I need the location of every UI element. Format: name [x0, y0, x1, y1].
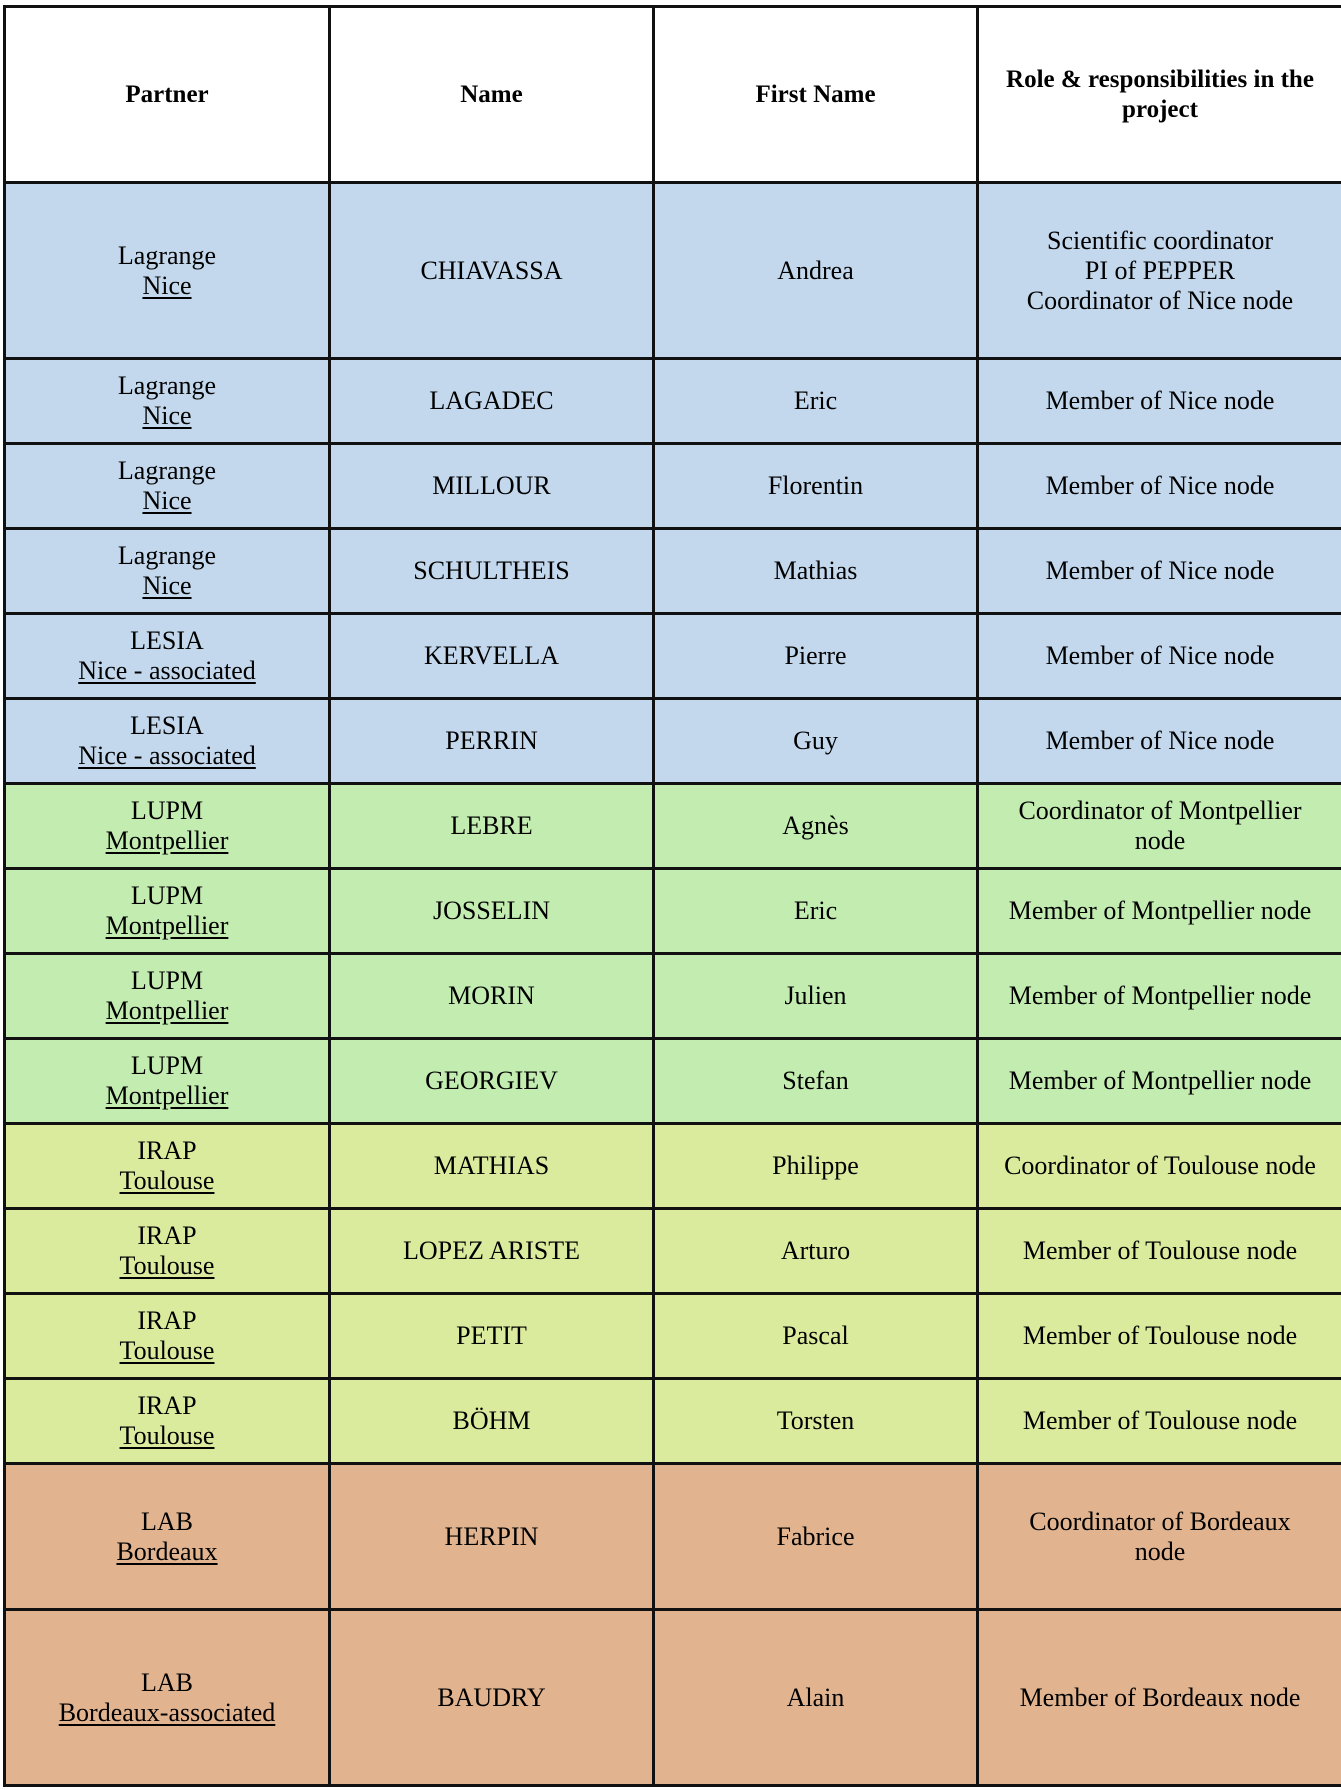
table-row — [5, 699, 1341, 784]
lab-label: IRAP — [137, 1136, 197, 1165]
table-row — [5, 183, 1341, 359]
first-name-cell: Guy — [654, 699, 978, 784]
node-label: Montpellier — [105, 826, 229, 855]
name-cell: PERRIN — [330, 699, 654, 784]
node-label: Nice - associated — [78, 741, 256, 770]
table-row — [5, 614, 1341, 699]
lab-label: IRAP — [137, 1221, 197, 1250]
partner-cell — [5, 1039, 330, 1124]
node-label: Nice — [142, 486, 192, 515]
first-name-cell: Philippe — [654, 1124, 978, 1209]
table-row — [5, 869, 1341, 954]
role-cell: Coordinator of Bordeaux node — [978, 1464, 1341, 1610]
partner-cell — [5, 183, 330, 359]
node-label: Montpellier — [105, 996, 229, 1025]
header-partner: Partner — [5, 7, 330, 183]
header-first-name: First Name — [654, 7, 978, 183]
node-label: Montpellier — [105, 1081, 229, 1110]
role-cell: Member of Montpellier node — [978, 954, 1341, 1039]
table-row — [5, 1464, 1341, 1610]
lab-label: LAB — [141, 1506, 193, 1536]
role-cell: Member of Bordeaux node — [978, 1610, 1341, 1786]
name-cell: KERVELLA — [330, 614, 654, 699]
name-cell: JOSSELIN — [330, 869, 654, 954]
name-cell: MATHIAS — [330, 1124, 654, 1209]
partner-cell — [5, 1610, 330, 1786]
lab-label: LUPM — [130, 881, 204, 910]
lab-label: Lagrange — [117, 371, 217, 400]
table-row — [5, 1039, 1341, 1124]
table-row — [5, 1124, 1341, 1209]
node-label: Nice — [142, 270, 192, 300]
role-cell: Coordinator of Montpellier node — [978, 784, 1341, 869]
node-label: Bordeaux-associated — [58, 1697, 276, 1727]
lab-label: LAB — [141, 1667, 193, 1697]
first-name-cell: Mathias — [654, 529, 978, 614]
partner-cell — [5, 869, 330, 954]
table-row — [5, 954, 1341, 1039]
first-name-cell: Agnès — [654, 784, 978, 869]
partners-table — [3, 5, 1341, 1787]
first-name-cell: Pierre — [654, 614, 978, 699]
first-name-cell: Fabrice — [654, 1464, 978, 1610]
table-row — [5, 444, 1341, 529]
partner-cell — [5, 614, 330, 699]
role-cell: Member of Nice node — [978, 444, 1341, 529]
header-row — [5, 7, 1341, 183]
role-line: Scientific coordinator — [1047, 225, 1273, 255]
first-name-cell: Florentin — [654, 444, 978, 529]
name-cell: LOPEZ ARISTE — [330, 1209, 654, 1294]
node-label: Toulouse — [119, 1336, 215, 1365]
first-name-cell: Pascal — [654, 1294, 978, 1379]
lab-label: LUPM — [130, 966, 204, 995]
partner-cell — [5, 699, 330, 784]
table-row — [5, 1610, 1341, 1786]
table-row — [5, 1209, 1341, 1294]
partner-cell — [5, 529, 330, 614]
first-name-cell: Arturo — [654, 1209, 978, 1294]
node-label: Nice — [142, 571, 192, 600]
role-cell: Member of Nice node — [978, 614, 1341, 699]
table-row — [5, 1294, 1341, 1379]
lab-label: LESIA — [130, 626, 204, 655]
role-cell: Member of Toulouse node — [978, 1209, 1341, 1294]
partner-cell — [5, 1379, 330, 1464]
role-line: PI of PEPPER — [1084, 255, 1236, 285]
name-cell: SCHULTHEIS — [330, 529, 654, 614]
role-cell: Member of Montpellier node — [978, 869, 1341, 954]
lab-label: Lagrange — [117, 240, 217, 270]
first-name-cell: Andrea — [654, 183, 978, 359]
node-label: Bordeaux — [116, 1536, 218, 1566]
partner-cell — [5, 1294, 330, 1379]
first-name-cell: Alain — [654, 1610, 978, 1786]
lab-label: IRAP — [137, 1391, 197, 1420]
header-role: Role & responsibilities in the project — [978, 7, 1341, 183]
lab-label: LUPM — [130, 796, 204, 825]
role-cell: Coordinator of Toulouse node — [978, 1124, 1341, 1209]
first-name-cell: Torsten — [654, 1379, 978, 1464]
node-label: Nice - associated — [78, 656, 256, 685]
role-cell — [978, 183, 1341, 359]
node-label: Montpellier — [105, 911, 229, 940]
node-label: Toulouse — [119, 1166, 215, 1195]
lab-label: LESIA — [130, 711, 204, 740]
role-cell: Member of Montpellier node — [978, 1039, 1341, 1124]
name-cell: LEBRE — [330, 784, 654, 869]
partner-cell — [5, 954, 330, 1039]
first-name-cell: Eric — [654, 869, 978, 954]
role-line: Coordinator of Nice node — [1026, 285, 1294, 315]
partner-cell — [5, 1464, 330, 1610]
role-cell: Member of Nice node — [978, 359, 1341, 444]
name-cell: LAGADEC — [330, 359, 654, 444]
first-name-cell: Stefan — [654, 1039, 978, 1124]
table-row — [5, 529, 1341, 614]
name-cell: BÖHM — [330, 1379, 654, 1464]
role-cell: Member of Nice node — [978, 529, 1341, 614]
role-cell: Member of Toulouse node — [978, 1379, 1341, 1464]
partner-cell — [5, 359, 330, 444]
lab-label: LUPM — [130, 1051, 204, 1080]
name-cell: HERPIN — [330, 1464, 654, 1610]
node-label: Toulouse — [119, 1251, 215, 1280]
lab-label: Lagrange — [117, 456, 217, 485]
partner-cell — [5, 1124, 330, 1209]
name-cell: MORIN — [330, 954, 654, 1039]
role-cell: Member of Toulouse node — [978, 1294, 1341, 1379]
partner-cell — [5, 784, 330, 869]
partner-cell — [5, 1209, 330, 1294]
name-cell: CHIAVASSA — [330, 183, 654, 359]
name-cell: MILLOUR — [330, 444, 654, 529]
name-cell: GEORGIEV — [330, 1039, 654, 1124]
first-name-cell: Eric — [654, 359, 978, 444]
lab-label: IRAP — [137, 1306, 197, 1335]
name-cell: PETIT — [330, 1294, 654, 1379]
table-row — [5, 359, 1341, 444]
partner-cell — [5, 444, 330, 529]
node-label: Nice — [142, 401, 192, 430]
table-row — [5, 784, 1341, 869]
name-cell: BAUDRY — [330, 1610, 654, 1786]
node-label: Toulouse — [119, 1421, 215, 1450]
lab-label: Lagrange — [117, 541, 217, 570]
role-cell: Member of Nice node — [978, 699, 1341, 784]
header-name: Name — [330, 7, 654, 183]
first-name-cell: Julien — [654, 954, 978, 1039]
table-row — [5, 1379, 1341, 1464]
